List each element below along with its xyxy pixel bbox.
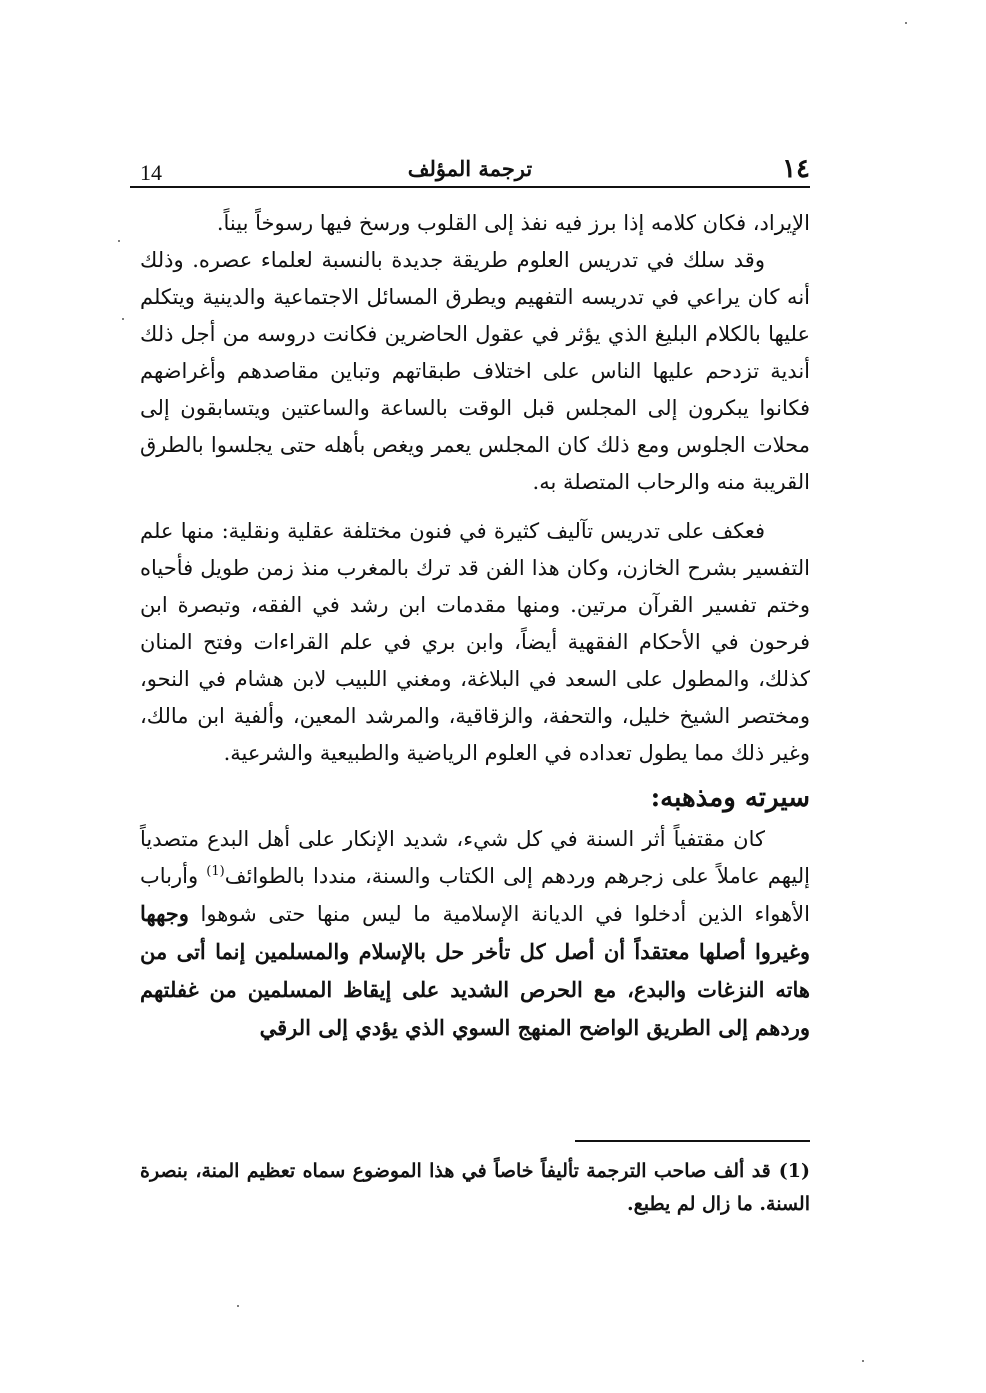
running-title: ترجمة المؤلف xyxy=(407,156,533,181)
page-header xyxy=(130,150,810,190)
footnote-entry xyxy=(140,1155,810,1221)
page-number-arabic: ١٤ xyxy=(782,154,810,184)
paragraph-conduct-bold: وجهها وغيروا أصلها معتقداً أن أصل كل تأخر حل بالإسلام والمسلمين إنما أتى من هاته النزغات والبدع، مع الحرص الشديد على إيقاظ المسلمين من غفلتهم وردهم إلى الطريق الواضح المنهج السوي الذي يؤدي إلى الرقي xyxy=(140,901,810,1040)
body-text xyxy=(140,205,810,1047)
scan-speck xyxy=(905,22,907,24)
footnote-reference: (1) xyxy=(206,864,225,879)
paragraph-conduct-part-b: وأرباب الأهواء الذين أدخلوا في الديانة الإسلامية ما ليس منها حتى شوهوا xyxy=(140,864,810,926)
scan-speck xyxy=(237,1305,239,1307)
scan-speck xyxy=(118,240,120,242)
paragraph-continuation: الإيراد، فكان كلامه إذا برز فيه نفذ إلى القلوب ورسخ فيها رسوخاً بيناً. xyxy=(216,211,810,235)
paragraph-teaching-method: وقد سلك في تدريس العلوم طريقة جديدة بالنسبة لعلماء عصره. وذلك أنه كان يراعي في تدريسه التفهيم ويطرق المسائل الاجتماعية والدينية ويتكلم عليها بالكلام البليغ الذي يؤثر في عقول الحاضرين فكانت دروسه من أجل ذلك أندية تزدحم عليها الناس على اختلاف طبقاتهم وتباين مقاصدهم وأغراضهم فكانوا يبكرون إلى المجلس قبل الوقت بالساعة والساعتين ويتسابقون إلى محلات الجلوس ومع ذلك كان المجلس يعمر ويغص بأهله حتى يجلسوا بالطرق القريبة منه والرحاب المتصلة به. xyxy=(140,248,810,494)
footnote xyxy=(140,1155,810,1221)
footnote-rule xyxy=(575,1140,810,1142)
paragraph-conduct xyxy=(140,821,810,1047)
scan-speck xyxy=(862,1360,864,1362)
paragraph-books-taught: فعكف على تدريس تآليف كثيرة في فنون مختلفة عقلية ونقلية: منها علم التفسير بشرح الخازن، وكان هذا الفن قد ترك بالمغرب منذ زمن طويل فأحياه وختم تفسير القرآن مرتين. ومنها مقدمات ابن رشد في الفقه، وتبصرة ابن فرحون في الأحكام الفقهية أيضاً، وابن بري في علم القراءات وفتح المنان كذلك، والمطول على السعد في البلاغة، ومغني اللبيب لابن هشام في النحو، ومختصر الشيخ خليل، والتحفة، والزقاقية، والمرشد المعين، وألفية ابن مالك، وغير ذلك مما يطول تعداده في العلوم الرياضية والطبيعية والشرعية. xyxy=(140,519,810,765)
footnote-text: قد ألف صاحب الترجمة تأليفاً خاصاً في هذا الموضوع سماه تعظيم المنة، بنصرة السنة. ما زال لم يطبع. xyxy=(140,1160,810,1215)
page-number-latin: 14 xyxy=(140,160,162,185)
paragraph-conduct-part-a: كان مقتفياً أثر السنة في كل شيء، شديد الإنكار على أهل البدع متصدياً إليهم عاملاً على زجرهم وردهم إلى الكتاب والسنة، منددا بالطوائف xyxy=(140,827,811,888)
footnote-marker: (1) xyxy=(778,1160,810,1182)
section-heading: سيرته ومذهبه: xyxy=(650,783,810,813)
header-rule xyxy=(130,186,810,188)
scan-speck xyxy=(122,318,124,320)
